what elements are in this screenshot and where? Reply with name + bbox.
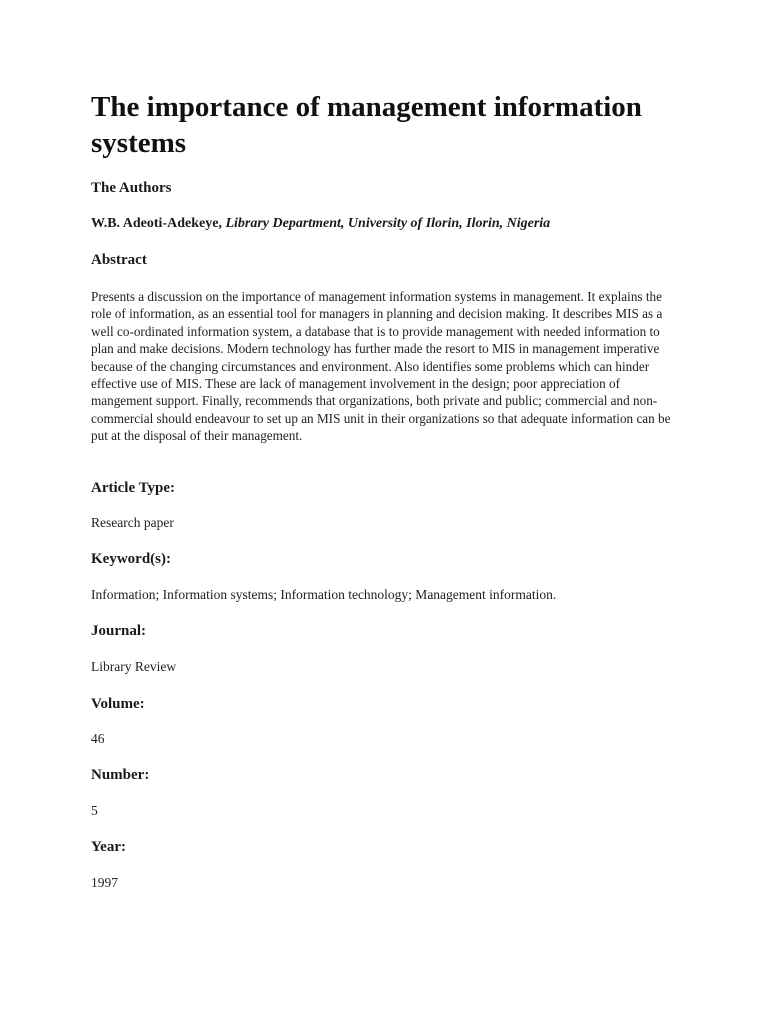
number-value: 5	[91, 803, 98, 818]
author-name: W.B. Adeoti-Adekeye,	[91, 216, 222, 231]
keywords-value: Information; Information systems; Information technology; Management information.	[91, 587, 557, 602]
article-type-label: Article Type:	[91, 480, 176, 496]
keywords-label: Keyword(s):	[91, 551, 171, 567]
page-title: The importance of management information systems	[91, 91, 642, 159]
abstract-heading: Abstract	[91, 252, 147, 268]
abstract-text: Presents a discussion on the importance of management information systems in management. It explains the role of information, as an essential tool for managers in planning and decision making. It describes MIS as a well co-ordinated information system, a database that is to provide management with needed information to plan and make decisions. Modern technology has further made the resort to MIS in management imperative because of the changing circumstances and environment. Also identifies some problems which can hinder effective use of MIS. These are lack of management involvement in the design; poor appreciation of mangement support. Finally, recommends that organizations, both private and public; commercial and non-commercial should endeavour to set up an MIS unit in their organizations so that adequate information can be put at the disposal of their management.	[91, 289, 671, 444]
journal-label: Journal:	[91, 623, 147, 639]
number-label: Number:	[91, 767, 150, 783]
journal-value: Library Review	[91, 659, 177, 674]
author-affiliation: Library Department, University of Ilorin, Ilorin, Nigeria	[225, 216, 551, 231]
year-value: 1997	[91, 875, 118, 890]
volume-label: Volume:	[91, 696, 145, 712]
author-line	[91, 214, 550, 234]
year-label: Year:	[91, 839, 126, 855]
volume-value: 46	[91, 731, 105, 746]
article-type-value: Research paper	[91, 515, 174, 530]
authors-heading: The Authors	[91, 180, 172, 196]
